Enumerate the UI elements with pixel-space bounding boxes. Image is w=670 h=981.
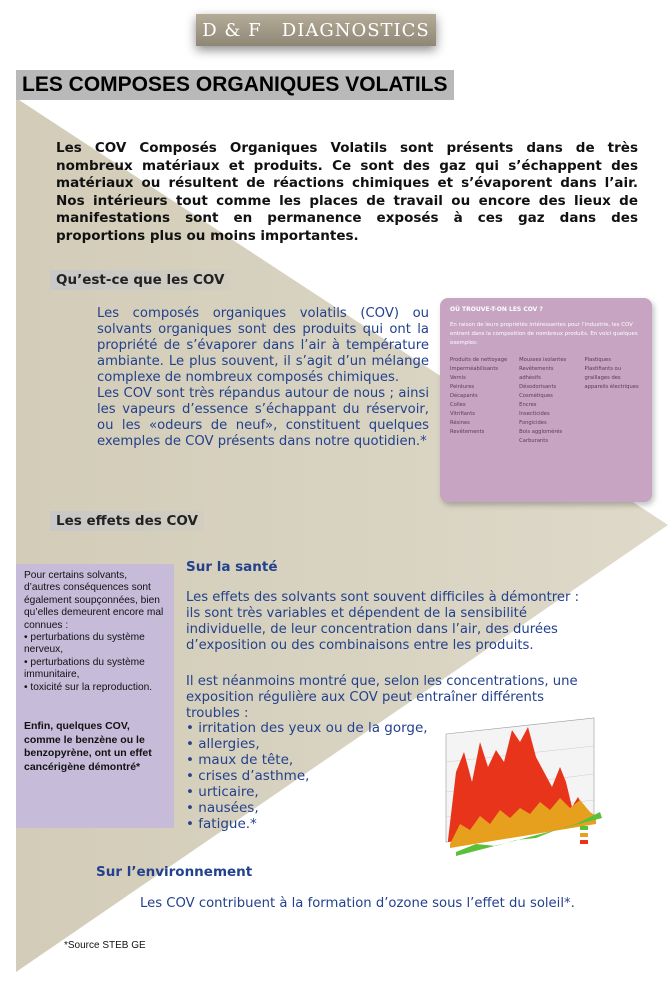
list-item: Bois agglomérés [519,429,563,435]
section-heading-what: Qu’est-ce que les COV [50,270,230,290]
list-item: Résines [450,420,470,426]
list-item: Cosmétiques [519,393,553,399]
health-paragraph-1: Les effets des solvants sont souvent difficiles à démontrer : ils sont très variables et dépendent de la sensibilité individuelle, de leur concentration dans l’air, des durées d’exposition ou des combinaisons entre les produits. [186,590,580,653]
list-item: Insecticides [519,411,550,417]
where-box-lead: En raison de leurs propriétés intéressantes pour l’industrie, les COV entrent dans la composition de nombreux produits. En voici quelques exemples: [450,322,638,346]
list-item: Vitrifiants [450,411,475,417]
sidebar-note [16,564,174,828]
list-item: Peintures [450,384,475,390]
list-item: • urticaire, [186,784,436,800]
source-note: *Source STEB GE [64,940,146,951]
what-text [97,306,429,450]
where-cov-box [440,298,652,502]
environment-text: Les COV contribuent à la formation d’ozone sous l’effet du soleil*. [140,896,575,911]
sidebar-conclusion: Enfin, quelques COV, comme le benzène ou le benzopyrène, ont un effet cancérigène démontré* [24,720,152,773]
what-paragraph-1: Les composés organiques volatils (COV) ou solvants organiques sont des produits qui ont la propriété de s’évaporer dans l’air à température ambiante. Le plus souvent, il s’agit d’un mélange complexe de nombreux composés chimiques. [97,306,429,385]
list-item: Fongicides [519,420,547,426]
list-item: Encres [519,402,537,408]
where-box-col-3 [585,356,643,446]
list-item: Plastiques [584,357,611,363]
health-heading: Sur la santé [186,559,278,575]
list-item: Vernis [450,375,466,381]
troubles-list [186,720,436,832]
intro-paragraph: Les COV Composés Organiques Volatils sont présents dans de très nombreux matériaux et produits. Ce sont des gaz qui s’échappent des matériaux ou résultent de réactions chimiques et s’évaporent dans l’air. Nos intérieurs tout comme les places de travail ou encore des lieux de manifestations sont en permanence exposés à ces gaz dans des proportions plus ou moins importantes. [56,140,638,244]
list-item: • irritation des yeux ou de la gorge, [186,720,436,736]
where-box-heading: OÙ TROUVE-T-ON LES COV ? [450,306,543,313]
list-item: • allergies, [186,736,436,752]
sidebar-intro: Pour certains solvants, d’autres conséquences sont également soupçonnées, bien qu’elles demeurent encore mal connues : [24,570,164,631]
cov-concentration-chart-image [416,712,612,860]
list-item: • fatigue.* [186,816,436,832]
list-item: adhésifs [519,375,541,381]
list-item: • maux de tête, [186,752,436,768]
list-item: Produits de nettoyage [450,357,508,363]
sidebar-item: • perturbations du système immunitaire, [24,656,145,681]
list-item: • crises d’asthme, [186,768,436,784]
brand-name: D & F DIAGNOSTICS [202,19,430,41]
list-item: Décapants [450,393,478,399]
sidebar-item: • perturbations du système nerveux, [24,632,145,656]
list-item: Colles [450,402,466,408]
health-paragraph-2: Il est néanmoins montré que, selon les concentrations, une exposition régulière aux COV peut entraîner différents troubles : [186,674,578,721]
list-item: Mousses isolantes [519,357,567,363]
list-item: • nausées, [186,800,436,816]
where-box-col-2 [519,356,580,446]
brand-logo [196,14,436,46]
list-item: Revêtements [519,366,554,372]
section-heading-effects: Les effets des COV [50,511,204,531]
list-item: Revêtements [450,429,485,435]
list-item: graillages des [584,375,621,381]
list-item: appareils électriques [584,384,639,390]
list-item: Désodorisants [519,384,557,390]
list-item: Carburants [519,438,549,444]
sidebar-item: • toxicité sur la reproduction. [24,681,153,693]
list-item: Imperméabilisants [450,366,499,372]
list-item: Plastifiants ou [584,366,622,372]
what-paragraph-2: Les COV sont très répandus autour de nous ; ainsi les vapeurs d’essence s’échappant du réservoir, ou les «odeurs de neuf», constituent quelques exemples de COV présents dans notre quotidien.* [97,386,429,449]
page-title: LES COMPOSES ORGANIQUES VOLATILS [16,70,454,100]
where-box-col-1 [450,356,515,446]
environment-heading: Sur l’environnement [96,864,253,880]
